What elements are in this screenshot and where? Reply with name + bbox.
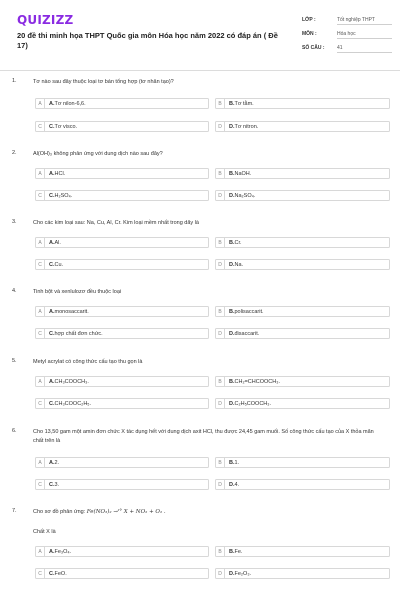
option-d[interactable] — [215, 328, 390, 339]
option-letter: A — [36, 307, 45, 316]
option-letter: A — [36, 99, 45, 108]
option-prefix: D. — [229, 570, 235, 577]
option-text: CH₂=CHCOOCH₃. — [234, 378, 280, 385]
option-text: polisaccarit. — [234, 308, 264, 315]
option-text: Na₂SO₄. — [234, 192, 256, 199]
option-text: hợp chất đơn chức. — [54, 330, 103, 337]
option-prefix: C. — [49, 481, 55, 488]
option-prefix: C. — [49, 570, 55, 577]
option-text: Fe₂O₃. — [234, 570, 252, 577]
option-text: HCl. — [54, 170, 66, 177]
option-letter: B — [216, 547, 225, 556]
option-text: 1. — [234, 459, 240, 466]
option-b[interactable] — [215, 237, 390, 248]
option-c[interactable] — [35, 568, 209, 579]
option-d[interactable] — [215, 398, 390, 409]
option-a[interactable] — [35, 457, 209, 468]
option-prefix: B. — [229, 548, 235, 555]
question-text: Cho các kim loại sau: Na, Cu, Al, Cr. Kim loại mềm nhất trong dãy là — [33, 220, 199, 226]
option-letter: B — [216, 377, 225, 386]
option-d[interactable] — [215, 259, 390, 270]
header-divider — [0, 70, 400, 71]
meta-row-class — [302, 13, 392, 27]
option-letter: B — [216, 458, 225, 467]
option-prefix: A. — [49, 378, 55, 385]
question-number: 2. — [12, 150, 17, 156]
question-number: 7. — [12, 508, 17, 514]
option-prefix: A. — [49, 239, 55, 246]
option-letter: A — [36, 169, 45, 178]
option-letter: D — [216, 329, 225, 338]
option-text: FeO. — [54, 570, 67, 577]
option-letter: C — [36, 569, 45, 578]
option-prefix: B. — [229, 308, 235, 315]
option-text: Fe₃O₄. — [54, 548, 72, 555]
option-d[interactable] — [215, 121, 390, 132]
option-text: Tơ tằm. — [234, 100, 254, 107]
option-b[interactable] — [215, 98, 390, 109]
option-text: CH₃COOCH₃. — [54, 378, 89, 385]
question-text: Tơ nào sau đây thuộc loại tơ bán tổng hợp (tơ nhân tạo)? — [33, 79, 174, 85]
option-letter: D — [216, 122, 225, 131]
meta-key: LỚP : — [302, 17, 316, 23]
meta-panel — [302, 13, 392, 55]
option-text: Tơ nitron. — [234, 123, 259, 130]
option-d[interactable] — [215, 190, 390, 201]
question-number: 1. — [12, 78, 17, 84]
option-letter: A — [36, 547, 45, 556]
option-letter: D — [216, 191, 225, 200]
option-d[interactable] — [215, 479, 390, 490]
option-prefix: D. — [229, 330, 235, 337]
option-text: Tơ visco. — [54, 123, 78, 130]
option-prefix: B. — [229, 170, 235, 177]
question-number: 6. — [12, 428, 17, 434]
question-text: Cho 13,50 gam một amin đơn chức X tác dụng hết với dung dịch axit HCl, thu được 24,45 gam muối. Số công thức cấu tạo của X thỏa mãn chất trên là — [33, 429, 374, 444]
option-prefix: B. — [229, 239, 235, 246]
option-c[interactable] — [35, 259, 209, 270]
option-prefix: D. — [229, 261, 235, 268]
option-text: H₂SO₄. — [54, 192, 73, 199]
option-c[interactable] — [35, 190, 209, 201]
option-letter: B — [216, 169, 225, 178]
question-subtext: Chất X là — [33, 529, 56, 535]
option-b[interactable] — [215, 546, 390, 557]
option-text: Al. — [54, 239, 61, 246]
option-c[interactable] — [35, 328, 209, 339]
option-text: Cr. — [234, 239, 242, 246]
option-letter: B — [216, 307, 225, 316]
option-letter: C — [36, 122, 45, 131]
option-text: Na. — [234, 261, 244, 268]
option-letter: C — [36, 480, 45, 489]
option-prefix: D. — [229, 400, 235, 407]
option-letter: B — [216, 238, 225, 247]
meta-value: Hóa học — [337, 30, 392, 39]
option-letter: D — [216, 399, 225, 408]
option-text: 4. — [234, 481, 240, 488]
option-letter: C — [36, 329, 45, 338]
meta-key: SỐ CÂU : — [302, 45, 325, 51]
option-prefix: C. — [49, 261, 55, 268]
option-text: 3. — [54, 481, 60, 488]
option-prefix: A. — [49, 170, 55, 177]
option-prefix: B. — [229, 459, 235, 466]
option-prefix: A. — [49, 308, 55, 315]
meta-value: Tốt nghiệp THPT — [337, 16, 392, 25]
option-text: NaOH. — [234, 170, 252, 177]
option-text: monosaccarit. — [54, 308, 89, 315]
option-text: đisaccarit. — [234, 330, 260, 337]
option-b[interactable] — [215, 376, 390, 387]
question-text: Tinh bột và xenlulozơ đều thuộc loại — [33, 289, 122, 295]
option-a[interactable] — [35, 237, 209, 248]
option-prefix: B. — [229, 378, 235, 385]
question-number: 3. — [12, 219, 17, 225]
option-a[interactable] — [35, 168, 209, 179]
option-prefix: D. — [229, 481, 235, 488]
option-letter: D — [216, 260, 225, 269]
question-number: 5. — [12, 358, 17, 364]
option-letter: C — [36, 399, 45, 408]
question-number: 4. — [12, 288, 17, 294]
option-prefix: C. — [49, 400, 55, 407]
option-letter: D — [216, 569, 225, 578]
option-letter: C — [36, 260, 45, 269]
quizizz-logo: QUIZIZZ — [17, 13, 74, 27]
option-prefix: A. — [49, 459, 55, 466]
option-c[interactable] — [35, 479, 209, 490]
option-letter: D — [216, 480, 225, 489]
option-a[interactable] — [35, 98, 209, 109]
option-prefix: A. — [49, 548, 55, 555]
option-prefix: C. — [49, 123, 55, 130]
option-text: Fe. — [234, 548, 243, 555]
document-header — [0, 0, 400, 70]
option-c[interactable] — [35, 121, 209, 132]
option-b[interactable] — [215, 457, 390, 468]
option-letter: A — [36, 238, 45, 247]
option-text: Cu. — [54, 261, 64, 268]
option-text: C₂H₅COOCH₃. — [234, 400, 272, 407]
reaction-formula: Fe(NO₃)₂ →ᵗ° X + NO₂ + O₂ . — [86, 509, 166, 515]
question-text-lead: Cho sơ đồ phản ứng: — [33, 509, 86, 515]
question-text: Al(OH)₃ không phản ứng với dung dịch nào sau đây? — [33, 151, 163, 157]
option-prefix: C. — [49, 330, 55, 337]
document-title: 20 đề thi minh họa THPT Quốc gia môn Hóa học năm 2022 có đáp án ( Đề 17) — [17, 31, 278, 50]
option-prefix: D. — [229, 192, 235, 199]
option-prefix: C. — [49, 192, 55, 199]
meta-row-subject — [302, 27, 392, 41]
meta-key: MÔN : — [302, 31, 317, 37]
option-prefix: A. — [49, 100, 55, 107]
option-letter: A — [36, 377, 45, 386]
option-c[interactable] — [35, 398, 209, 409]
option-prefix: B. — [229, 100, 235, 107]
option-a[interactable] — [35, 376, 209, 387]
option-b[interactable] — [215, 306, 390, 317]
option-prefix: D. — [229, 123, 235, 130]
option-text: CH₃COOC₂H₅. — [54, 400, 92, 407]
question-text: Metyl acrylat có công thức cấu tạo thu gọn là — [33, 359, 143, 365]
question-text — [33, 508, 383, 517]
meta-row-count — [302, 41, 392, 55]
option-text: Tơ nilon-6,6. — [54, 100, 86, 107]
option-a[interactable] — [35, 306, 209, 317]
option-letter: A — [36, 458, 45, 467]
option-d[interactable] — [215, 568, 390, 579]
option-letter: B — [216, 99, 225, 108]
option-text: 2. — [54, 459, 60, 466]
option-letter: C — [36, 191, 45, 200]
meta-value: 41 — [337, 44, 392, 53]
option-a[interactable] — [35, 546, 209, 557]
option-b[interactable] — [215, 168, 390, 179]
